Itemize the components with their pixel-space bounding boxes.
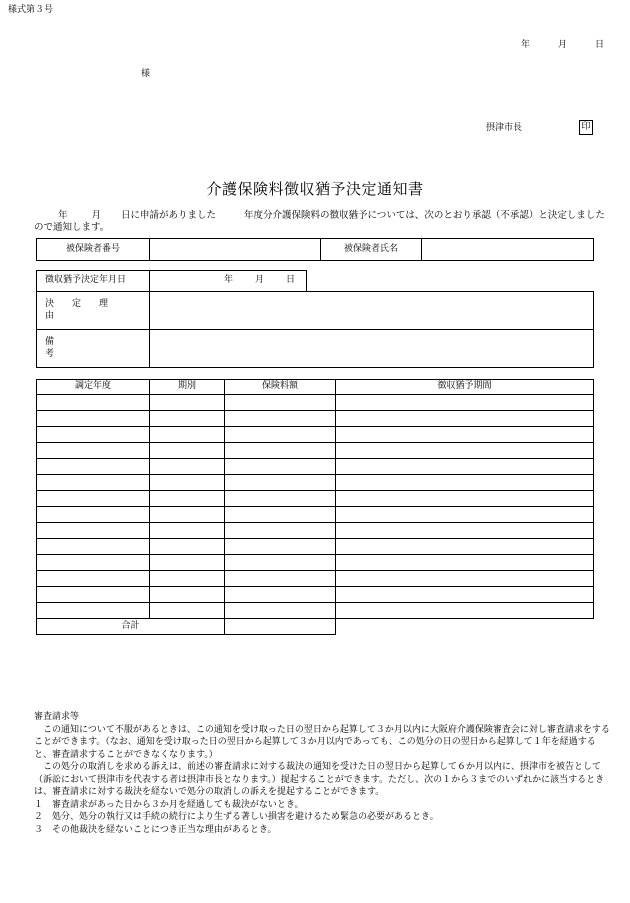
table-cell (336, 523, 594, 539)
intro-rest: 年度分介護保険料の徴収猶予については、次のとおり承認（不承認）と決定しましたので通知します。 (34, 210, 605, 233)
table-row (37, 523, 594, 539)
table-cell (150, 523, 225, 539)
decision-date-month: 月 (255, 275, 265, 286)
table-cell (336, 395, 594, 411)
intro-applied: 日に申請がありました (121, 210, 217, 221)
table-row (37, 475, 594, 491)
schedule-header-row (37, 380, 594, 395)
document-title: 介護保険料徴収猶予決定通知書 (206, 180, 424, 198)
table-cell (150, 459, 225, 475)
table-cell (150, 603, 225, 619)
table-cell (225, 395, 336, 411)
issuer: 摂津市長 (486, 123, 523, 133)
decision-date-label: 徴収猶予決定年月日 (37, 271, 150, 292)
table-row (37, 603, 594, 619)
review-para2: この処分の取消しを求める訴えは、前述の審査請求に対する裁決の通知を受けた日の翌日から起算して６か月以内に、摂津市を被告として（訴訟において摂津市を代表する者は摂津市長となります。）提起することができます。ただし、次の１から３までのいずれかに該当するときは、審査請求に対する裁決を経ないで処分の取消しの訴えを提起することができます。 (34, 762, 605, 797)
form-number: 様式第３号 (8, 5, 54, 15)
table-cell (150, 555, 225, 571)
table-cell (37, 603, 150, 619)
table-cell (150, 507, 225, 523)
review-item: ２ 処分、処分の執行又は手続の続行により生ずる著しい損害を避けるため緊急の必要があるとき。 (34, 812, 439, 822)
table-cell (225, 555, 336, 571)
table-cell (150, 427, 225, 443)
remarks-value (150, 330, 594, 368)
total-row (37, 619, 594, 635)
remarks-label (37, 330, 150, 368)
table-cell (225, 571, 336, 587)
review-item: １ 審査請求があった日から３か月を経過しても裁決がないとき。 (34, 799, 304, 810)
table-cell (336, 443, 594, 459)
blank-cell (307, 271, 594, 292)
table-cell (336, 459, 594, 475)
date-month: 月 (557, 40, 567, 50)
blank-cell (336, 619, 594, 635)
table-cell (37, 587, 150, 603)
remarks-label-text: 備考 (45, 336, 131, 359)
table-cell (150, 443, 225, 459)
decision-table (36, 270, 594, 368)
table-cell (225, 427, 336, 443)
table-cell (225, 443, 336, 459)
review-para1: この通知について不服があるときは、この通知を受け取った日の翌日から起算して３か月以内に大阪府介護保険審査会に対し審査請求をすることができます。（なお、通知を受け取った日の翌日から起算して３か月以内であっても、この処分の日の翌日から起算して１年を経過すると、審査請求することができなくなります。） (34, 724, 610, 760)
table-row (37, 411, 594, 427)
col-header: 調定年度 (37, 380, 150, 395)
table-cell (37, 491, 150, 507)
date-day: 日 (594, 40, 604, 50)
date-year: 年 (520, 40, 530, 50)
table-cell (37, 395, 150, 411)
col-header: 保険料額 (225, 380, 336, 395)
table-cell (336, 587, 594, 603)
insured-name-label: 被保険者氏名 (321, 239, 422, 261)
intro-year: 年 (58, 210, 68, 221)
table-cell (37, 443, 150, 459)
decision-reason-value (150, 292, 594, 330)
decision-reason-label: 決定理由 (37, 292, 150, 330)
review-heading: 審査請求等 (34, 712, 80, 722)
table-cell (225, 507, 336, 523)
table-row (37, 427, 594, 443)
table-row (37, 587, 594, 603)
table-cell (150, 411, 225, 427)
insured-number-label: 被保険者番号 (37, 239, 150, 261)
table-row (37, 395, 594, 411)
table-row (37, 491, 594, 507)
table-row (37, 459, 594, 475)
total-label: 合計 (37, 619, 225, 635)
table-cell (225, 539, 336, 555)
table-cell (336, 539, 594, 555)
table-cell (225, 491, 336, 507)
decision-date-value (150, 271, 307, 292)
decision-date-day: 日 (286, 275, 296, 286)
table-row (37, 507, 594, 523)
addressee-suffix: 様 (141, 69, 151, 79)
table-cell (150, 587, 225, 603)
table-cell (37, 539, 150, 555)
review-notes (34, 711, 612, 836)
table-cell (37, 411, 150, 427)
table-row (37, 539, 594, 555)
table-cell (150, 491, 225, 507)
table-cell (37, 427, 150, 443)
table-cell (225, 523, 336, 539)
table-cell (336, 571, 594, 587)
table-cell (37, 555, 150, 571)
table-cell (37, 523, 150, 539)
schedule-table (36, 379, 594, 635)
seal-mark: 印 (579, 120, 593, 135)
table-cell (225, 587, 336, 603)
table-cell (336, 555, 594, 571)
table-row (37, 443, 594, 459)
table-cell (150, 539, 225, 555)
table-row (37, 555, 594, 571)
table-cell (37, 475, 150, 491)
table-cell (37, 507, 150, 523)
insured-name-value (422, 239, 594, 261)
table-cell (225, 603, 336, 619)
review-item: ３ その他裁決を経ないことにつき正当な理由があるとき。 (34, 824, 277, 835)
table-cell (150, 395, 225, 411)
col-header: 徴収猶予期間 (336, 380, 594, 395)
intro-month: 月 (91, 210, 102, 221)
table-cell (150, 475, 225, 491)
table-cell (336, 603, 594, 619)
table-cell (336, 507, 594, 523)
total-value (225, 619, 336, 635)
insured-table (36, 238, 594, 261)
table-cell (336, 491, 594, 507)
table-cell (37, 459, 150, 475)
issue-date (521, 40, 604, 52)
insured-number-value (150, 239, 321, 261)
intro-text (34, 210, 612, 234)
table-cell (225, 411, 336, 427)
table-cell (37, 571, 150, 587)
table-cell (150, 571, 225, 587)
table-cell (225, 459, 336, 475)
decision-date-year: 年 (224, 275, 234, 286)
col-header: 期別 (150, 380, 225, 395)
table-cell (336, 411, 594, 427)
table-row (37, 571, 594, 587)
table-cell (336, 427, 594, 443)
table-cell (336, 475, 594, 491)
table-cell (225, 475, 336, 491)
